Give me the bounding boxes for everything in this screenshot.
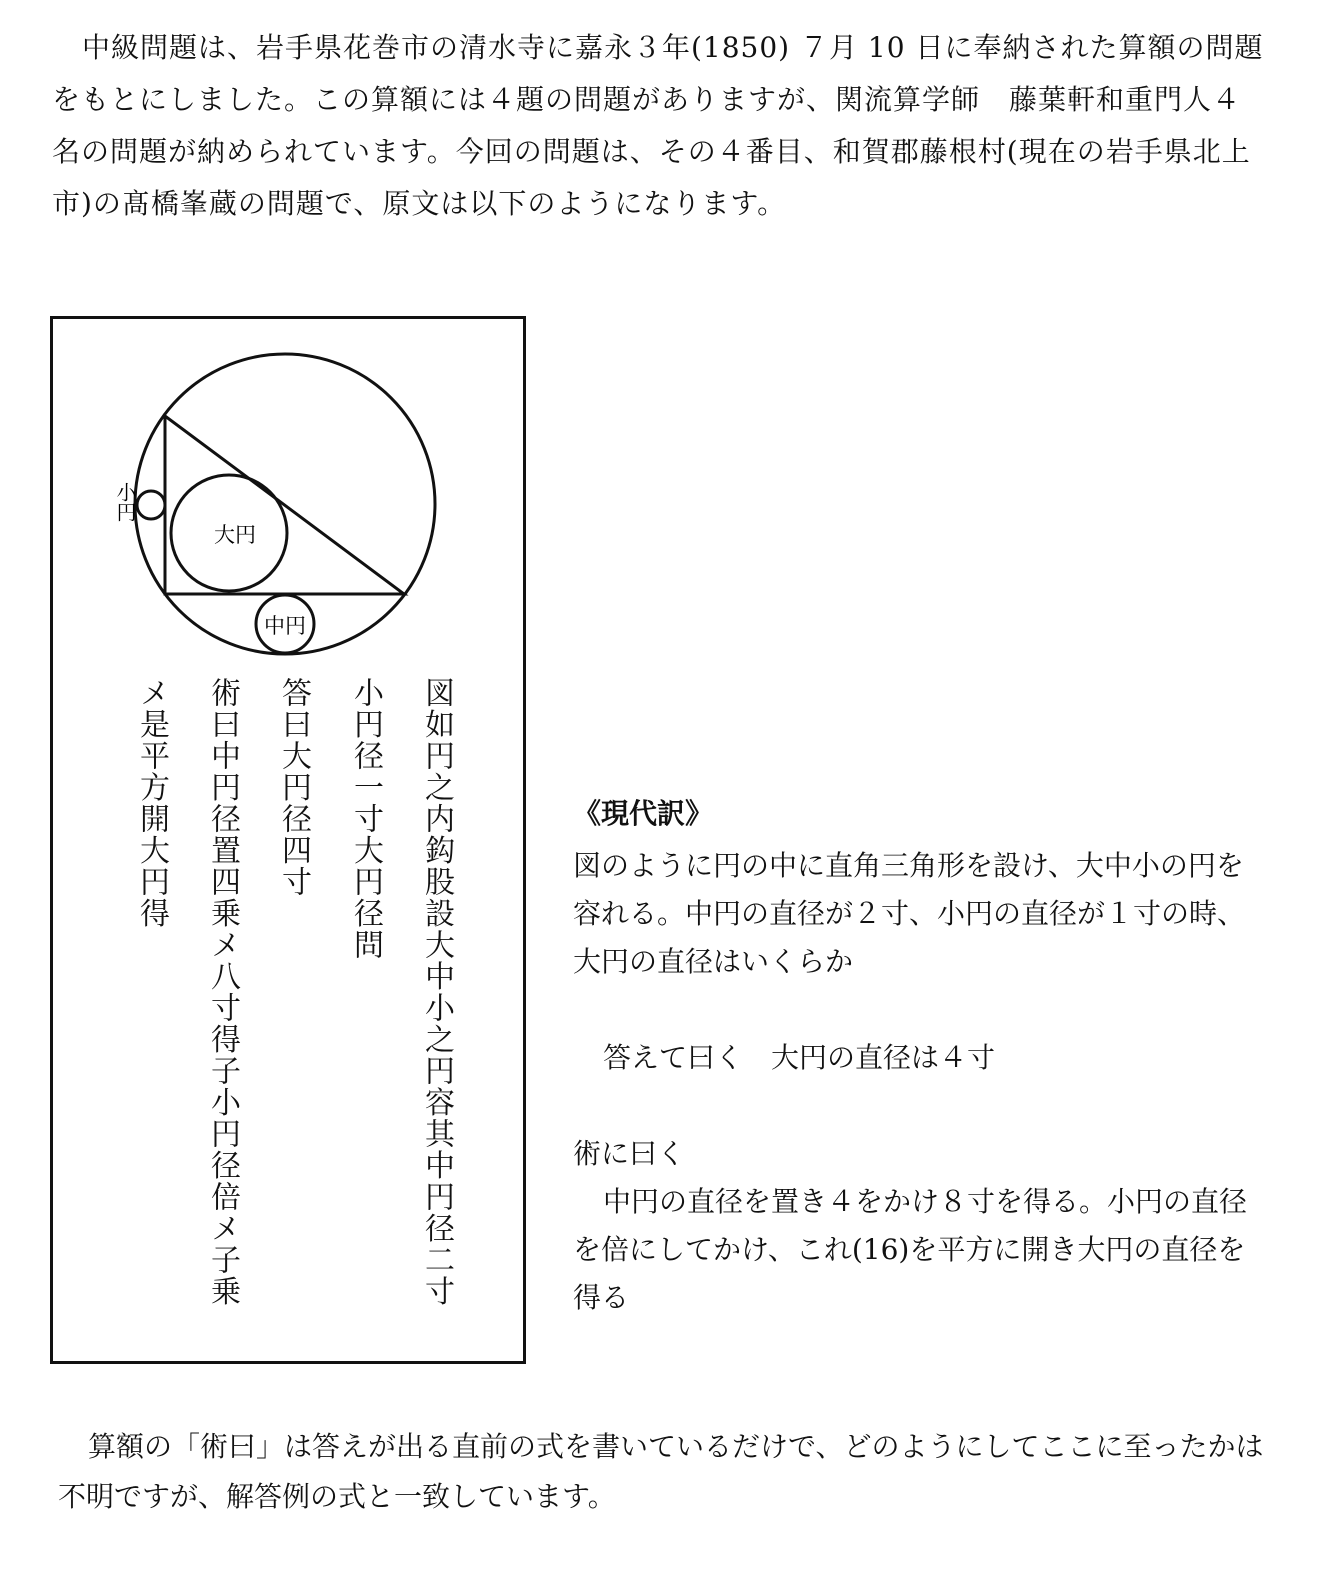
sangaku-panel	[50, 316, 526, 1364]
translation-line: 大円の直径はいくらか	[573, 945, 854, 978]
translation-heading: 《現代訳》	[573, 797, 714, 830]
original-column-2: 小円径一寸大円径問	[348, 677, 383, 961]
large-circle-label: 大円	[214, 523, 256, 547]
method-line: を倍にしてかけ、これ(16)を平方に開き大円の直径を	[573, 1233, 1246, 1266]
medium-circle-label: 中円	[264, 614, 306, 638]
closing-paragraph: 算額の「術曰」は答えが出る直前の式を書いているだけで、どのようにしてここに至ったかは不明ですが、解答例の式と一致しています。	[58, 1430, 1264, 1513]
intro-paragraph: 中級問題は、岩手県花巻市の清水寺に嘉永３年(1850) ７月 10 日に奉納された算額の問題をもとにしました。この算額には４題の問題がありますが、関流算学師 藤葉軒和重門人４名の問題が納められています。今回の問題は、その４番目、和賀郡藤根村(現在の岩手県北上市)の髙橋峯蔵の問題で、原文は以下のようになります。	[52, 31, 1264, 220]
original-column-3: 答曰大円径四寸	[276, 677, 311, 898]
original-column-1: 図如円之内鈎股設大中小之円容其中円径二寸	[419, 677, 454, 1307]
translation-line: 容れる。中円の直径が２寸、小円の直径が１寸の時、	[573, 897, 1246, 930]
small-circle	[137, 491, 165, 519]
translation-answer: 答えて曰く 大円の直径は４寸	[603, 1041, 996, 1074]
method-line: 中円の直径を置き４をかけ８寸を得る。小円の直径	[603, 1185, 1248, 1218]
method-heading: 術に曰く	[573, 1137, 686, 1170]
translation-line: 図のように円の中に直角三角形を設け、大中小の円を	[573, 849, 1244, 882]
original-column-5: メ是平方開大円得	[134, 677, 169, 929]
right-triangle	[165, 416, 404, 594]
original-column-4: 術曰中円径置四乗メ八寸得子小円径倍メ子乗	[205, 677, 240, 1307]
small-circle-label: 小円	[113, 482, 137, 522]
method-line: 得る	[573, 1281, 630, 1314]
modern-translation	[573, 790, 1293, 1322]
